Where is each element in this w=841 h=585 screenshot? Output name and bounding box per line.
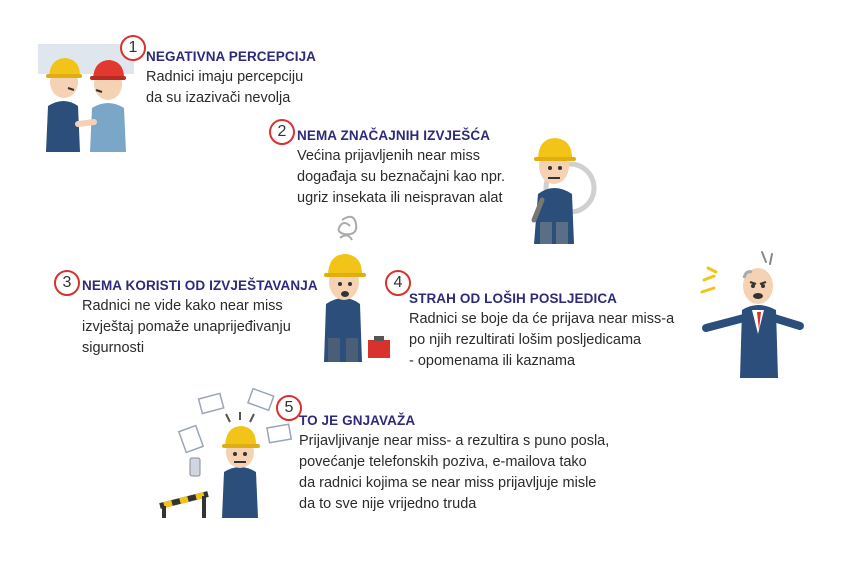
item-line: povećanje telefonskih poziva, e-mailova tako <box>299 454 587 470</box>
item-line: da to sve nije vrijedno truda <box>299 496 477 512</box>
angry-boss-icon <box>700 248 808 378</box>
item-line: Prijavljivanje near miss- a rezultira s puno posla, <box>299 433 610 449</box>
item-description-3 <box>82 296 291 359</box>
item-line: sigurnosti <box>82 340 145 356</box>
item-line: po njih rezultirati lošim posljedicama <box>409 332 642 348</box>
step-number-3: 3 <box>54 270 80 296</box>
item-title-4: STRAH OD LOŠIH POSLJEDICA <box>409 291 618 306</box>
item-line: ugriz insekata ili neispravan alat <box>297 190 503 206</box>
item-description-2 <box>297 146 505 209</box>
item-title-2: NEMA ZNAČAJNIH IZVJEŠĆA <box>297 128 491 143</box>
step-number-5: 5 <box>276 395 302 421</box>
item-title-5: TO JE GNJAVAŽA <box>299 413 416 428</box>
item-line: da radnici kojima se near miss prijavljuje misle <box>299 475 597 491</box>
item-line: izvještaj pomaže unaprijeđivanju <box>82 319 291 335</box>
two-workers-arguing-icon <box>38 44 134 152</box>
item-line: - opomenama ili kaznama <box>409 353 576 369</box>
item-description-1 <box>146 67 303 109</box>
item-title-1: NEGATIVNA PERCEPCIJA <box>146 49 317 64</box>
item-line: Radnici se boje da će prijava near miss-a <box>409 311 675 327</box>
step-number-1: 1 <box>120 35 146 61</box>
confused-worker-icon <box>318 212 392 362</box>
item-description-4 <box>409 309 674 372</box>
item-line: Radnici imaju percepciju <box>146 69 304 85</box>
item-line: Radnici ne vide kako near miss <box>82 298 283 314</box>
step-number-4: 4 <box>385 270 411 296</box>
worker-with-tool-icon <box>520 122 600 244</box>
step-number-2: 2 <box>269 119 295 145</box>
item-description-5 <box>299 431 609 515</box>
item-title-3: NEMA KORISTI OD IZVJEŠTAVANJA <box>82 278 318 293</box>
item-line: da su izazivači nevolja <box>146 90 291 106</box>
item-line: Većina prijavljenih near miss <box>297 148 480 164</box>
item-line: događaja su beznačajni kao npr. <box>297 169 505 185</box>
